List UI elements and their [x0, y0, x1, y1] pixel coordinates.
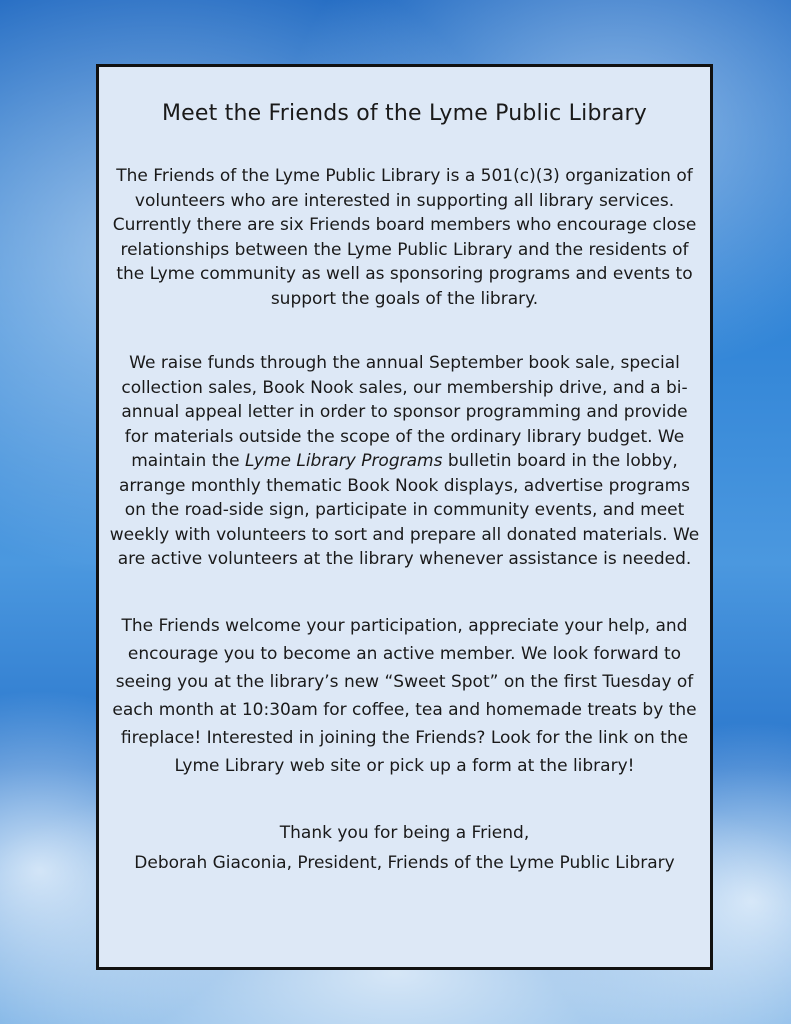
programs-board-name: Lyme Library Programs — [245, 451, 443, 471]
paragraph-invitation: The Friends welcome your participation, appreciate your help, and encourage you to become an active member. We look forward to seeing you at the library’s new “Sweet Spot” on the first Tuesday of each month at 10:30am for coffee, tea and homemade treats by the fireplace! Interested in joining the Friends? Look for the link on the Lyme Library web site or pick up a form at the library! — [112, 615, 697, 776]
document-panel — [96, 64, 713, 970]
signature-line: Deborah Giaconia, President, Friends of the Lyme Public Library — [134, 852, 675, 873]
closing-line: Thank you for being a Friend, — [279, 822, 530, 843]
paragraph-intro: The Friends of the Lyme Public Library is a 501(c)(3) organization of volunteers who are interested in supporting all library services. Currently there are six Friends board members who encourage close relationships between the Lyme Public Library and the residents of the Lyme community as well as sponsoring programs and events to support the goals of the library. — [112, 166, 697, 309]
page-title: Meet the Friends of the Lyme Public Library — [161, 101, 648, 126]
paragraph-fundraising — [107, 351, 702, 572]
paragraph-fundraising-end: bulletin board in the lobby, arrange monthly thematic Book Nook displays, advertise programs on the road-side sign, participate in community events, and meet weekly with volunteers to sort and prepare all donated materials. We are active volunteers at the library whenever assistance is needed. — [109, 451, 700, 569]
paragraph-fundraising-start: We raise funds through the annual September book sale, special collection sales, Book Nook sales, our membership drive, and a bi-annual appeal letter in order to sponsor programming and provide for materials outside the scope of the ordinary library budget. We maintain the — [121, 353, 688, 471]
